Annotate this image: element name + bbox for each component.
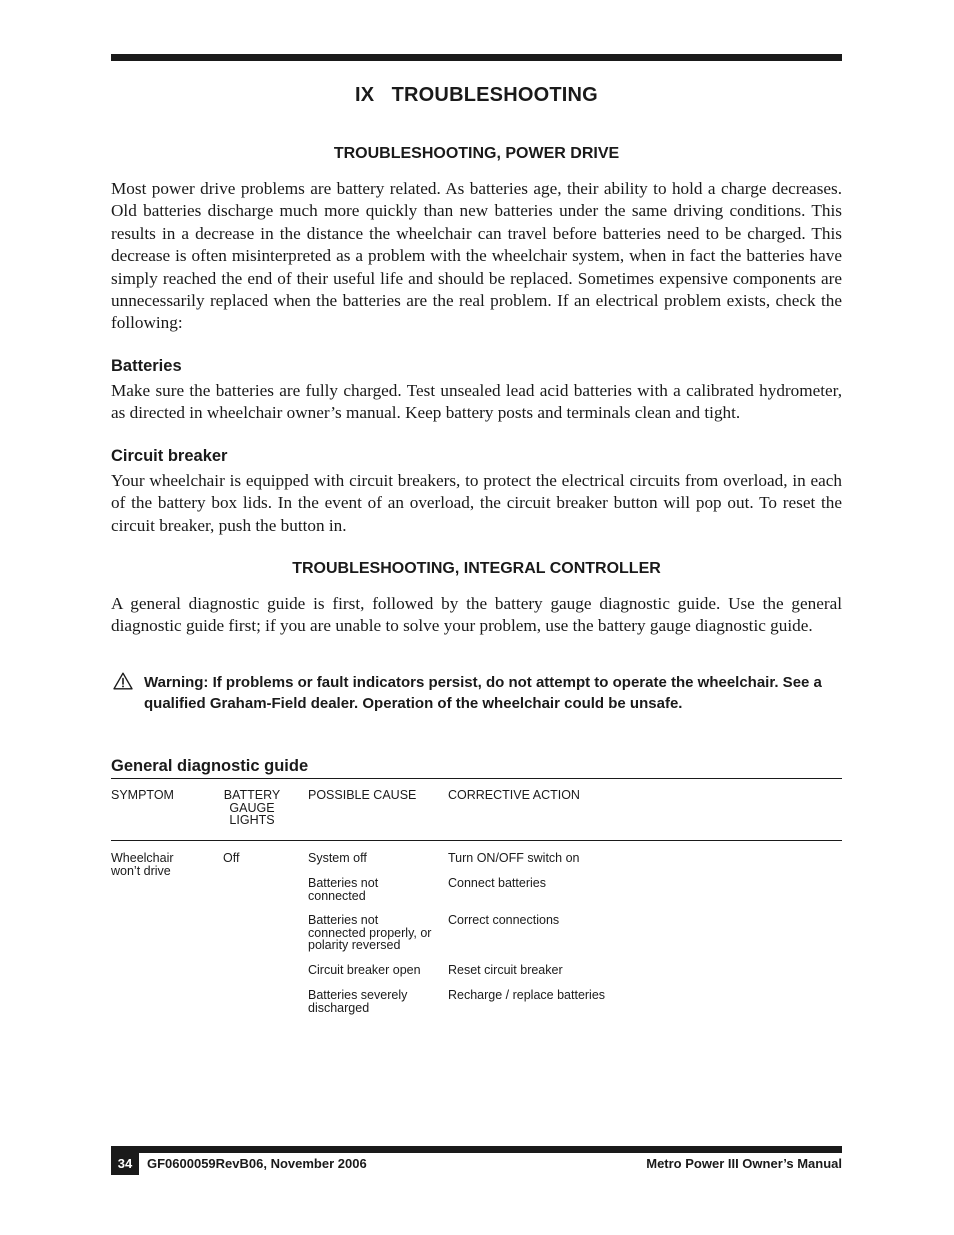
possible-cause-cell: System off — [308, 851, 367, 865]
batteries-heading: Batteries — [111, 357, 182, 375]
possible-cause-cell: Batteries not connected properly, or polarity reversed — [308, 913, 432, 952]
column-header-symptom: SYMPTOM — [111, 788, 174, 802]
warning-triangle-icon — [113, 672, 133, 690]
column-header-corrective-action: CORRECTIVE ACTION — [448, 788, 580, 802]
guide-rule — [111, 778, 842, 779]
batteries-text: Make sure the batteries are fully charged. Test unsealed lead acid batteries with a calibrated hydrometer, as directed in wheelchair owner’s manual. Keep battery posts and terminals clean and tight. — [111, 381, 842, 423]
possible-cause-cell: Batteries not connected — [308, 876, 379, 903]
footer-manual-title: Metro Power III Owner’s Manual — [646, 1156, 842, 1171]
warning-text: Warning: If problems or fault indicators persist, do not attempt to operate the wheelchair. See a qualified Graham-Field dealer. Operation of the wheelchair could be unsafe. — [144, 674, 822, 712]
corrective-action-cell: Recharge / replace batteries — [448, 988, 606, 1002]
corrective-action-cell: Reset circuit breaker — [448, 963, 563, 977]
circuit-breaker-heading: Circuit breaker — [111, 447, 228, 465]
integral-controller-heading: TROUBLESHOOTING, INTEGRAL CONTROLLER — [292, 560, 661, 577]
battery-gauge-cell: Off — [223, 851, 240, 865]
circuit-breaker-text: Your wheelchair is equipped with circuit breakers, to protect the electrical circuits from overload, in each of the battery box lids. In the event of an overload, the circuit breaker button will pop out. To reset the circuit breaker, push the button in. — [111, 471, 842, 535]
table-header-rule — [111, 840, 842, 841]
possible-cause-cell: Circuit breaker open — [308, 963, 421, 977]
page-title: IX TROUBLESHOOTING — [355, 84, 598, 106]
top-rule — [111, 54, 842, 61]
power-drive-intro: Most power drive problems are battery related. As batteries age, their ability to hold a charge decreases. Old batteries discharge much more quickly than new batteries under the same driving conditions. This results in a decrease in the distance the wheelchair can travel before batteries need to be charged. This decrease is often misinterpreted as a problem with the wheelchair system, when in fact the batteries have simply reached the end of their useful life and should be replaced. Sometimes expensive components are unnecessarily replaced when the batteries are the real problem. If an electrical problem exists, check the following: — [111, 179, 842, 333]
possible-cause-cell: Batteries severely discharged — [308, 988, 408, 1015]
corrective-action-cell: Turn ON/OFF switch on — [448, 851, 580, 865]
corrective-action-cell: Correct connections — [448, 913, 560, 927]
corrective-action-cell: Connect batteries — [448, 876, 546, 890]
footer-document-id: GF0600059RevB06, November 2006 — [147, 1156, 367, 1171]
bottom-rule — [111, 1146, 842, 1153]
general-diagnostic-guide-heading: General diagnostic guide — [111, 757, 309, 775]
symptom-cell: Wheelchair won’t drive — [111, 851, 174, 878]
integral-controller-intro: A general diagnostic guide is first, followed by the battery gauge diagnostic guide. Use the general diagnostic guide first; if you are unable to solve your problem, use the battery gauge diagnostic guide. — [111, 594, 842, 636]
page-number: 34 — [111, 1153, 139, 1175]
power-drive-heading: TROUBLESHOOTING, POWER DRIVE — [333, 145, 620, 162]
column-header-battery-gauge: BATTERY GAUGE LIGHTS — [223, 788, 281, 827]
column-header-possible-cause: POSSIBLE CAUSE — [308, 788, 417, 802]
